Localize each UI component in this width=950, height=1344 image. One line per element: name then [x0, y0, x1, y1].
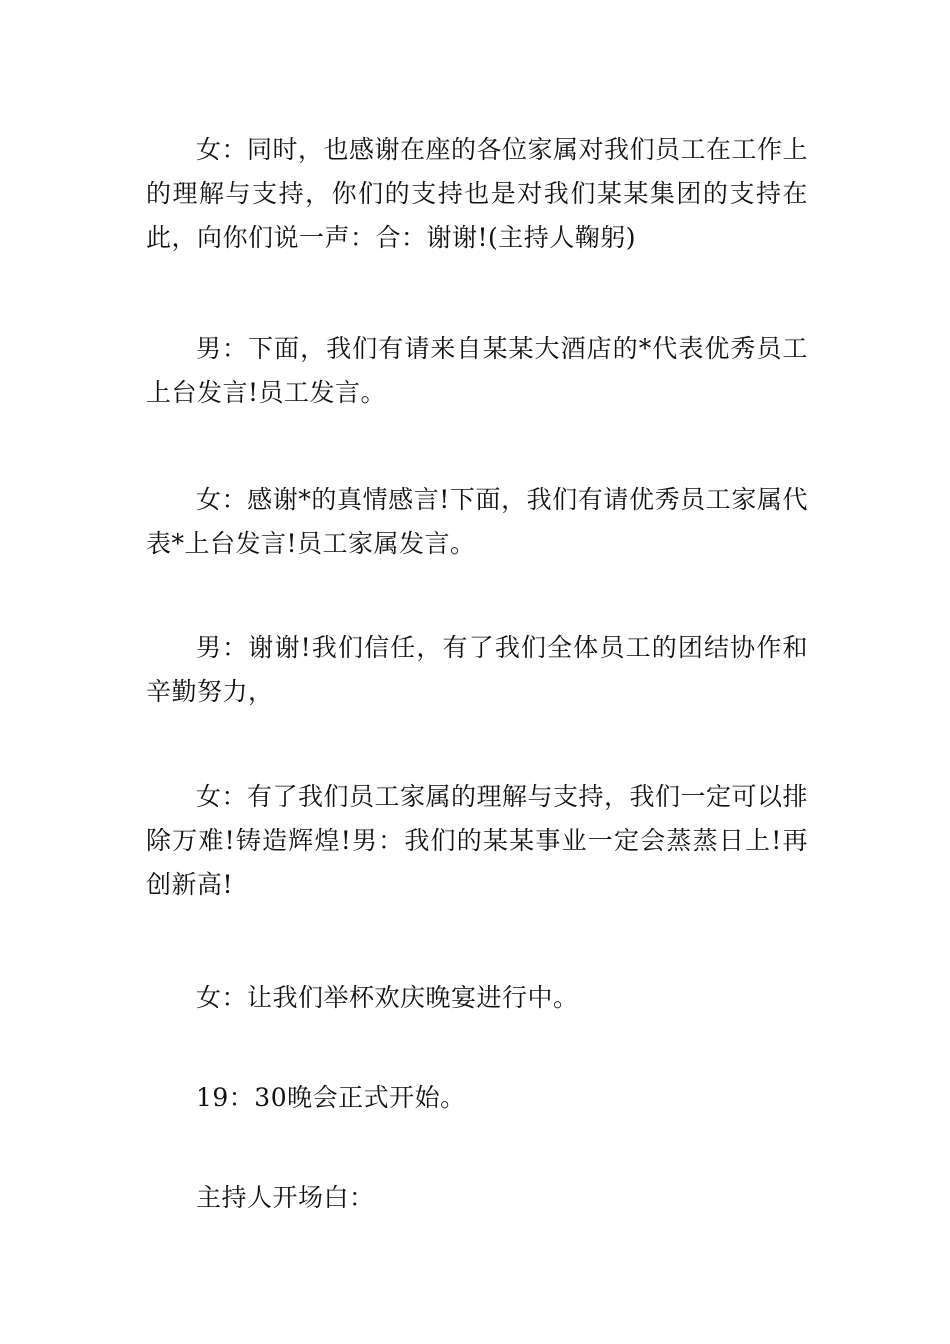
paragraph-male-teamwork: 男：谢谢!我们信任，有了我们全体员工的团结协作和辛勤努力， — [146, 633, 808, 706]
paragraph-toast: 女：让我们举杯欢庆晚宴进行中。 — [196, 983, 579, 1012]
paragraph-gala-start-time: 19：30晚会正式开始。 — [196, 1083, 466, 1112]
paragraph-female-invite-family-speech: 女：感谢*的真情感言!下面，我们有请优秀员工家属代表*上台发言!员工家属发言。 — [146, 485, 808, 558]
paragraph-male-invite-employee-speech: 男：下面，我们有请来自某某大酒店的*代表优秀员工上台发言!员工发言。 — [146, 334, 808, 407]
paragraph-female-male-closing: 女：有了我们员工家属的理解与支持，我们一定可以排除万难!铸造辉煌!男：我们的某某事业一定会蒸蒸日上!再创新高! — [146, 782, 809, 899]
paragraph-host-opening: 主持人开场白： — [196, 1183, 375, 1212]
paragraph-female-thanks-families: 女：同时，也感谢在座的各位家属对我们员工在工作上的理解与支持，你们的支持也是对我们某某集团的支持在此，向你们说一声：合：谢谢!(主持人鞠躬) — [146, 135, 809, 252]
